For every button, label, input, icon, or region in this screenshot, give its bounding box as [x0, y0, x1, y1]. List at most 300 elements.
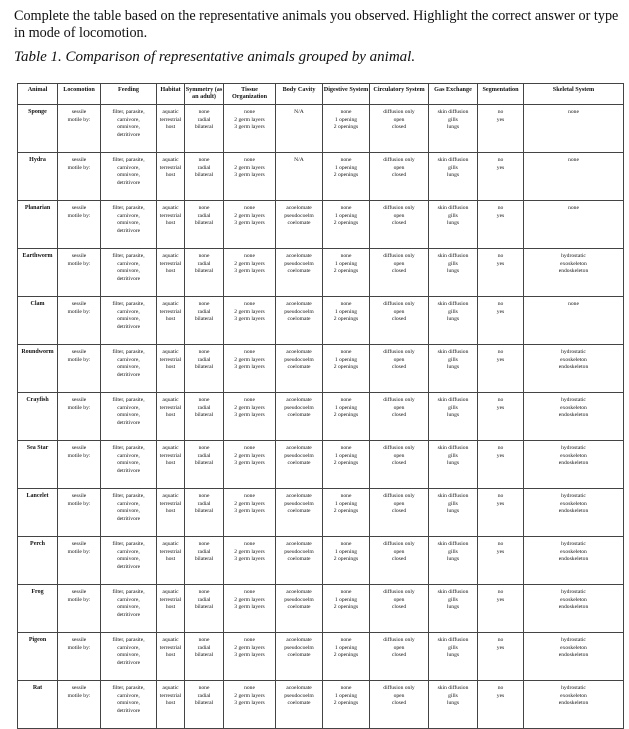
feeding-cell-option[interactable]: detritivore	[116, 611, 141, 618]
gas-exchange-cell-option[interactable]: gills	[448, 452, 458, 459]
circulatory-cell[interactable]	[370, 105, 429, 153]
circulatory-cell-option[interactable]: closed	[391, 556, 407, 563]
symmetry-cell[interactable]	[185, 489, 224, 537]
tissue-cell-option[interactable]: 3 germ layers	[234, 700, 265, 707]
gas-exchange-cell-option[interactable]: lungs	[446, 316, 460, 323]
tissue-cell-option[interactable]: 2 germ layers	[234, 500, 265, 507]
body-cavity-cell-option[interactable]: acoelomate	[286, 349, 312, 355]
skeletal-cell[interactable]	[524, 441, 624, 489]
digestive-cell-option[interactable]: 1 opening	[334, 260, 358, 267]
skeletal-cell-option[interactable]: hydrostatic	[561, 685, 586, 691]
digestive-cell-option[interactable]: 2 openings	[333, 172, 359, 179]
tissue-cell-option[interactable]: none	[244, 493, 255, 499]
gas-exchange-cell[interactable]	[429, 249, 478, 297]
feeding-cell-option[interactable]: filter, parasite,	[112, 397, 145, 403]
digestive-cell[interactable]	[323, 345, 370, 393]
symmetry-cell-option[interactable]: none	[198, 349, 210, 355]
locomotion-cell-option[interactable]: sessile	[71, 493, 87, 499]
locomotion-cell[interactable]	[58, 153, 101, 201]
symmetry-cell-option[interactable]: none	[198, 685, 210, 691]
skeletal-cell-option[interactable]: exoskeleton	[560, 356, 587, 363]
feeding-cell-option[interactable]: omnivore,	[117, 220, 140, 227]
symmetry-cell-option[interactable]: bilateral	[194, 556, 214, 563]
feeding-cell-option[interactable]: carnivore,	[117, 596, 140, 603]
gas-exchange-cell-option[interactable]: lungs	[446, 460, 460, 467]
habitat-cell-option[interactable]: terrestrial	[159, 452, 182, 459]
habitat-cell[interactable]	[157, 201, 185, 249]
body-cavity-cell-option[interactable]: coelomate	[287, 556, 311, 563]
tissue-cell-option[interactable]: 3 germ layers	[234, 124, 265, 131]
circulatory-cell-option[interactable]: diffusion only	[383, 349, 415, 355]
locomotion-cell-option[interactable]: sessile	[71, 349, 87, 355]
feeding-cell-option[interactable]: detritivore	[116, 515, 141, 522]
tissue-cell-option[interactable]: 3 germ layers	[234, 508, 265, 515]
digestive-cell[interactable]	[323, 153, 370, 201]
gas-exchange-cell-option[interactable]: gills	[448, 644, 458, 651]
gas-exchange-cell-option[interactable]: skin diffusion	[437, 349, 469, 355]
habitat-cell-option[interactable]: host	[165, 604, 176, 611]
gas-exchange-cell-option[interactable]: gills	[448, 308, 458, 315]
feeding-cell-option[interactable]: omnivore,	[117, 364, 140, 371]
skeletal-cell-option[interactable]: hydrostatic	[561, 349, 586, 355]
body-cavity-cell-option[interactable]: acoelomate	[286, 397, 312, 403]
feeding-cell-option[interactable]: filter, parasite,	[112, 445, 145, 451]
circulatory-cell-option[interactable]: closed	[391, 508, 407, 515]
habitat-cell-option[interactable]: aquatic	[162, 349, 179, 355]
tissue-cell-option[interactable]: 2 germ layers	[234, 548, 265, 555]
digestive-cell-option[interactable]: 1 opening	[334, 596, 358, 603]
segmentation-cell[interactable]	[478, 153, 524, 201]
circulatory-cell[interactable]	[370, 633, 429, 681]
skeletal-cell-option[interactable]: exoskeleton	[560, 500, 587, 507]
skeletal-cell-option[interactable]: exoskeleton	[560, 404, 587, 411]
segmentation-cell-option[interactable]: no	[497, 253, 504, 259]
feeding-cell-option[interactable]: detritivore	[116, 179, 141, 186]
habitat-cell-option[interactable]: host	[165, 268, 176, 275]
habitat-cell[interactable]	[157, 585, 185, 633]
feeding-cell[interactable]	[101, 441, 157, 489]
tissue-cell-option[interactable]: none	[244, 109, 255, 115]
circulatory-cell-option[interactable]: closed	[391, 268, 407, 275]
digestive-cell-option[interactable]: none	[340, 349, 352, 355]
symmetry-cell-option[interactable]: radial	[197, 500, 211, 507]
tissue-cell-option[interactable]: 2 germ layers	[234, 260, 265, 267]
feeding-cell-option[interactable]: detritivore	[116, 323, 141, 330]
habitat-cell-option[interactable]: aquatic	[162, 397, 179, 403]
body-cavity-cell-option[interactable]: acoelomate	[286, 637, 312, 643]
feeding-cell-option[interactable]: omnivore,	[117, 460, 140, 467]
tissue-cell-option[interactable]: 2 germ layers	[234, 452, 265, 459]
digestive-cell-option[interactable]: 2 openings	[333, 460, 359, 467]
skeletal-cell[interactable]	[524, 537, 624, 585]
locomotion-cell-option[interactable]: motile by:	[67, 212, 91, 219]
circulatory-cell[interactable]	[370, 441, 429, 489]
symmetry-cell-option[interactable]: none	[198, 637, 210, 643]
feeding-cell[interactable]	[101, 393, 157, 441]
symmetry-cell-option[interactable]: radial	[197, 164, 211, 171]
feeding-cell-option[interactable]: filter, parasite,	[112, 205, 145, 211]
feeding-cell-option[interactable]: detritivore	[116, 563, 141, 570]
locomotion-cell[interactable]	[58, 633, 101, 681]
skeletal-cell[interactable]	[524, 489, 624, 537]
locomotion-cell-option[interactable]: motile by:	[67, 308, 91, 315]
body-cavity-cell-option[interactable]: coelomate	[287, 460, 311, 467]
segmentation-cell-option[interactable]: no	[497, 397, 504, 403]
habitat-cell-option[interactable]: host	[165, 124, 176, 131]
gas-exchange-cell-option[interactable]: lungs	[446, 700, 460, 707]
tissue-cell[interactable]	[224, 105, 276, 153]
segmentation-cell[interactable]	[478, 441, 524, 489]
locomotion-cell-option[interactable]: motile by:	[67, 596, 91, 603]
feeding-cell[interactable]	[101, 489, 157, 537]
habitat-cell-option[interactable]: terrestrial	[159, 500, 182, 507]
body-cavity-cell-option[interactable]: acoelomate	[286, 493, 312, 499]
circulatory-cell-option[interactable]: diffusion only	[383, 445, 415, 451]
symmetry-cell-option[interactable]: radial	[197, 644, 211, 651]
habitat-cell-option[interactable]: aquatic	[162, 685, 179, 691]
tissue-cell-option[interactable]: 2 germ layers	[234, 164, 265, 171]
locomotion-cell-option[interactable]: motile by:	[67, 356, 91, 363]
segmentation-cell-option[interactable]: no	[497, 109, 504, 115]
gas-exchange-cell[interactable]	[429, 489, 478, 537]
tissue-cell-option[interactable]: 2 germ layers	[234, 212, 265, 219]
feeding-cell-option[interactable]: omnivore,	[117, 652, 140, 659]
symmetry-cell-option[interactable]: none	[198, 253, 210, 259]
digestive-cell-option[interactable]: 2 openings	[333, 316, 359, 323]
digestive-cell[interactable]	[323, 249, 370, 297]
segmentation-cell[interactable]	[478, 681, 524, 729]
segmentation-cell-option[interactable]: yes	[496, 260, 505, 267]
skeletal-cell-option[interactable]: endoskeleton	[558, 652, 589, 659]
digestive-cell-option[interactable]: 1 opening	[334, 404, 358, 411]
feeding-cell-option[interactable]: carnivore,	[117, 260, 140, 267]
circulatory-cell-option[interactable]: closed	[391, 316, 407, 323]
digestive-cell-option[interactable]: none	[340, 685, 352, 691]
segmentation-cell-option[interactable]: no	[497, 301, 504, 307]
tissue-cell-option[interactable]: 2 germ layers	[234, 308, 265, 315]
feeding-cell-option[interactable]: omnivore,	[117, 556, 140, 563]
habitat-cell[interactable]	[157, 489, 185, 537]
symmetry-cell-option[interactable]: radial	[197, 548, 211, 555]
habitat-cell-option[interactable]: aquatic	[162, 205, 179, 211]
segmentation-cell-option[interactable]: yes	[496, 596, 505, 603]
circulatory-cell[interactable]	[370, 345, 429, 393]
feeding-cell[interactable]	[101, 681, 157, 729]
circulatory-cell-option[interactable]: closed	[391, 220, 407, 227]
feeding-cell[interactable]	[101, 585, 157, 633]
symmetry-cell-option[interactable]: none	[198, 205, 210, 211]
circulatory-cell[interactable]	[370, 489, 429, 537]
circulatory-cell-option[interactable]: open	[393, 692, 405, 699]
tissue-cell-option[interactable]: 2 germ layers	[234, 116, 265, 123]
circulatory-cell-option[interactable]: open	[393, 212, 405, 219]
digestive-cell-option[interactable]: 2 openings	[333, 508, 359, 515]
symmetry-cell[interactable]	[185, 537, 224, 585]
symmetry-cell-option[interactable]: radial	[197, 260, 211, 267]
skeletal-cell[interactable]	[524, 393, 624, 441]
body-cavity-cell-option[interactable]: pseudocoelm	[284, 356, 314, 363]
feeding-cell-option[interactable]: carnivore,	[117, 452, 140, 459]
circulatory-cell-option[interactable]: open	[393, 260, 405, 267]
symmetry-cell[interactable]	[185, 297, 224, 345]
habitat-cell-option[interactable]: host	[165, 316, 176, 323]
symmetry-cell-option[interactable]: radial	[197, 452, 211, 459]
body-cavity-cell-option[interactable]: coelomate	[287, 700, 311, 707]
habitat-cell-option[interactable]: aquatic	[162, 445, 179, 451]
digestive-cell-option[interactable]: 1 opening	[334, 116, 358, 123]
circulatory-cell-option[interactable]: diffusion only	[383, 301, 415, 307]
body-cavity-cell-option[interactable]: acoelomate	[286, 589, 312, 595]
tissue-cell-option[interactable]: none	[244, 157, 255, 163]
skeletal-cell-option[interactable]: hydrostatic	[561, 541, 586, 547]
segmentation-cell[interactable]	[478, 297, 524, 345]
locomotion-cell-option[interactable]: sessile	[71, 685, 87, 691]
circulatory-cell-option[interactable]: open	[393, 596, 405, 603]
circulatory-cell[interactable]	[370, 585, 429, 633]
tissue-cell[interactable]	[224, 345, 276, 393]
feeding-cell-option[interactable]: filter, parasite,	[112, 637, 145, 643]
tissue-cell[interactable]	[224, 537, 276, 585]
habitat-cell-option[interactable]: terrestrial	[159, 164, 182, 171]
feeding-cell[interactable]	[101, 633, 157, 681]
body-cavity-cell[interactable]	[276, 249, 323, 297]
digestive-cell-option[interactable]: 1 opening	[334, 356, 358, 363]
segmentation-cell-option[interactable]: yes	[496, 500, 505, 507]
symmetry-cell-option[interactable]: bilateral	[194, 508, 214, 515]
circulatory-cell[interactable]	[370, 681, 429, 729]
digestive-cell-option[interactable]: none	[340, 589, 352, 595]
habitat-cell[interactable]	[157, 297, 185, 345]
symmetry-cell-option[interactable]: radial	[197, 596, 211, 603]
tissue-cell[interactable]	[224, 201, 276, 249]
feeding-cell-option[interactable]: carnivore,	[117, 644, 140, 651]
locomotion-cell-option[interactable]: sessile	[71, 301, 87, 307]
feeding-cell-option[interactable]: detritivore	[116, 275, 141, 282]
circulatory-cell-option[interactable]: diffusion only	[383, 685, 415, 691]
body-cavity-cell[interactable]	[276, 393, 323, 441]
feeding-cell-option[interactable]: omnivore,	[117, 604, 140, 611]
locomotion-cell-option[interactable]: motile by:	[67, 644, 91, 651]
body-cavity-cell-option[interactable]: coelomate	[287, 268, 311, 275]
habitat-cell-option[interactable]: host	[165, 172, 176, 179]
circulatory-cell-option[interactable]: open	[393, 644, 405, 651]
skeletal-cell-option[interactable]: endoskeleton	[558, 460, 589, 467]
gas-exchange-cell[interactable]	[429, 201, 478, 249]
habitat-cell-option[interactable]: host	[165, 652, 176, 659]
gas-exchange-cell-option[interactable]: gills	[448, 548, 458, 555]
body-cavity-cell[interactable]	[276, 633, 323, 681]
circulatory-cell[interactable]	[370, 297, 429, 345]
digestive-cell-option[interactable]: 1 opening	[334, 212, 358, 219]
habitat-cell-option[interactable]: host	[165, 220, 176, 227]
tissue-cell-option[interactable]: none	[244, 541, 255, 547]
feeding-cell-option[interactable]: detritivore	[116, 371, 141, 378]
gas-exchange-cell-option[interactable]: lungs	[446, 172, 460, 179]
locomotion-cell-option[interactable]: sessile	[71, 589, 87, 595]
locomotion-cell-option[interactable]: motile by:	[67, 404, 91, 411]
symmetry-cell[interactable]	[185, 585, 224, 633]
segmentation-cell-option[interactable]: no	[497, 589, 504, 595]
tissue-cell-option[interactable]: 3 germ layers	[234, 220, 265, 227]
symmetry-cell-option[interactable]: none	[198, 445, 210, 451]
segmentation-cell-option[interactable]: no	[497, 685, 504, 691]
gas-exchange-cell-option[interactable]: skin diffusion	[437, 685, 469, 691]
circulatory-cell-option[interactable]: closed	[391, 412, 407, 419]
locomotion-cell[interactable]	[58, 681, 101, 729]
circulatory-cell-option[interactable]: diffusion only	[383, 589, 415, 595]
tissue-cell[interactable]	[224, 585, 276, 633]
habitat-cell-option[interactable]: terrestrial	[159, 116, 182, 123]
segmentation-cell-option[interactable]: no	[497, 493, 504, 499]
symmetry-cell[interactable]	[185, 393, 224, 441]
segmentation-cell-option[interactable]: yes	[496, 548, 505, 555]
locomotion-cell-option[interactable]: sessile	[71, 205, 87, 211]
tissue-cell-option[interactable]: 3 germ layers	[234, 652, 265, 659]
skeletal-cell[interactable]	[524, 633, 624, 681]
digestive-cell-option[interactable]: none	[340, 109, 352, 115]
habitat-cell-option[interactable]: aquatic	[162, 493, 179, 499]
segmentation-cell-option[interactable]: no	[497, 157, 504, 163]
habitat-cell-option[interactable]: aquatic	[162, 109, 179, 115]
circulatory-cell-option[interactable]: open	[393, 116, 405, 123]
tissue-cell-option[interactable]: 3 germ layers	[234, 172, 265, 179]
gas-exchange-cell-option[interactable]: skin diffusion	[437, 493, 469, 499]
tissue-cell-option[interactable]: none	[244, 349, 255, 355]
segmentation-cell-option[interactable]: yes	[496, 116, 505, 123]
locomotion-cell[interactable]	[58, 249, 101, 297]
feeding-cell-option[interactable]: carnivore,	[117, 692, 140, 699]
body-cavity-cell-option[interactable]: acoelomate	[286, 205, 312, 211]
symmetry-cell-option[interactable]: none	[198, 589, 210, 595]
digestive-cell-option[interactable]: none	[340, 301, 352, 307]
gas-exchange-cell-option[interactable]: skin diffusion	[437, 397, 469, 403]
habitat-cell-option[interactable]: aquatic	[162, 637, 179, 643]
skeletal-cell-option[interactable]: hydrostatic	[561, 445, 586, 451]
gas-exchange-cell-option[interactable]: lungs	[446, 652, 460, 659]
habitat-cell-option[interactable]: terrestrial	[159, 404, 182, 411]
skeletal-cell-option[interactable]: endoskeleton	[558, 364, 589, 371]
locomotion-cell-option[interactable]: motile by:	[67, 116, 91, 123]
locomotion-cell-option[interactable]: motile by:	[67, 164, 91, 171]
digestive-cell[interactable]	[323, 201, 370, 249]
feeding-cell-option[interactable]: detritivore	[116, 467, 141, 474]
feeding-cell-option[interactable]: omnivore,	[117, 700, 140, 707]
habitat-cell-option[interactable]: host	[165, 556, 176, 563]
skeletal-cell[interactable]	[524, 345, 624, 393]
body-cavity-cell[interactable]	[276, 297, 323, 345]
habitat-cell-option[interactable]: terrestrial	[159, 692, 182, 699]
tissue-cell-option[interactable]: none	[244, 445, 255, 451]
circulatory-cell-option[interactable]: open	[393, 308, 405, 315]
locomotion-cell-option[interactable]: sessile	[71, 397, 87, 403]
segmentation-cell[interactable]	[478, 393, 524, 441]
tissue-cell-option[interactable]: 3 germ layers	[234, 556, 265, 563]
body-cavity-cell-option[interactable]: coelomate	[287, 364, 311, 371]
body-cavity-cell-option[interactable]: coelomate	[287, 220, 311, 227]
digestive-cell-option[interactable]: 2 openings	[333, 700, 359, 707]
skeletal-cell-option[interactable]: hydrostatic	[561, 637, 586, 643]
circulatory-cell-option[interactable]: open	[393, 500, 405, 507]
segmentation-cell[interactable]	[478, 489, 524, 537]
feeding-cell-option[interactable]: filter, parasite,	[112, 541, 145, 547]
digestive-cell-option[interactable]: none	[340, 541, 352, 547]
feeding-cell[interactable]	[101, 201, 157, 249]
locomotion-cell-option[interactable]: sessile	[71, 157, 87, 163]
gas-exchange-cell-option[interactable]: lungs	[446, 412, 460, 419]
digestive-cell[interactable]	[323, 681, 370, 729]
symmetry-cell-option[interactable]: bilateral	[194, 700, 214, 707]
circulatory-cell[interactable]	[370, 537, 429, 585]
symmetry-cell[interactable]	[185, 201, 224, 249]
feeding-cell-option[interactable]: filter, parasite,	[112, 301, 145, 307]
digestive-cell[interactable]	[323, 105, 370, 153]
locomotion-cell[interactable]	[58, 393, 101, 441]
circulatory-cell-option[interactable]: diffusion only	[383, 109, 415, 115]
body-cavity-cell[interactable]	[276, 489, 323, 537]
habitat-cell[interactable]	[157, 393, 185, 441]
circulatory-cell-option[interactable]: closed	[391, 364, 407, 371]
symmetry-cell[interactable]	[185, 105, 224, 153]
circulatory-cell-option[interactable]: diffusion only	[383, 157, 415, 163]
gas-exchange-cell[interactable]	[429, 393, 478, 441]
tissue-cell-option[interactable]: 2 germ layers	[234, 596, 265, 603]
tissue-cell-option[interactable]: none	[244, 205, 255, 211]
tissue-cell-option[interactable]: 2 germ layers	[234, 644, 265, 651]
locomotion-cell-option[interactable]: motile by:	[67, 692, 91, 699]
segmentation-cell-option[interactable]: yes	[496, 164, 505, 171]
gas-exchange-cell[interactable]	[429, 633, 478, 681]
gas-exchange-cell-option[interactable]: skin diffusion	[437, 541, 469, 547]
body-cavity-cell-option[interactable]: acoelomate	[286, 541, 312, 547]
locomotion-cell[interactable]	[58, 441, 101, 489]
digestive-cell[interactable]	[323, 537, 370, 585]
tissue-cell[interactable]	[224, 441, 276, 489]
symmetry-cell[interactable]	[185, 153, 224, 201]
digestive-cell-option[interactable]: none	[340, 445, 352, 451]
locomotion-cell[interactable]	[58, 297, 101, 345]
symmetry-cell[interactable]	[185, 681, 224, 729]
habitat-cell[interactable]	[157, 441, 185, 489]
habitat-cell[interactable]	[157, 537, 185, 585]
locomotion-cell-option[interactable]: sessile	[71, 541, 87, 547]
feeding-cell-option[interactable]: filter, parasite,	[112, 253, 145, 259]
tissue-cell[interactable]	[224, 393, 276, 441]
feeding-cell-option[interactable]: omnivore,	[117, 508, 140, 515]
gas-exchange-cell-option[interactable]: lungs	[446, 508, 460, 515]
body-cavity-cell-option[interactable]: pseudocoelm	[284, 644, 314, 651]
gas-exchange-cell-option[interactable]: gills	[448, 404, 458, 411]
body-cavity-cell-option[interactable]: pseudocoelm	[284, 596, 314, 603]
habitat-cell-option[interactable]: host	[165, 508, 176, 515]
tissue-cell-option[interactable]: 3 germ layers	[234, 460, 265, 467]
locomotion-cell-option[interactable]: sessile	[71, 445, 87, 451]
locomotion-cell[interactable]	[58, 201, 101, 249]
circulatory-cell-option[interactable]: closed	[391, 652, 407, 659]
circulatory-cell-option[interactable]: open	[393, 548, 405, 555]
feeding-cell-option[interactable]: detritivore	[116, 659, 141, 666]
segmentation-cell[interactable]	[478, 249, 524, 297]
body-cavity-cell-option[interactable]: pseudocoelm	[284, 212, 314, 219]
feeding-cell[interactable]	[101, 105, 157, 153]
tissue-cell-option[interactable]: 3 germ layers	[234, 412, 265, 419]
digestive-cell-option[interactable]: 1 opening	[334, 308, 358, 315]
circulatory-cell-option[interactable]: open	[393, 164, 405, 171]
habitat-cell-option[interactable]: terrestrial	[159, 596, 182, 603]
gas-exchange-cell-option[interactable]: gills	[448, 356, 458, 363]
digestive-cell-option[interactable]: none	[340, 157, 352, 163]
circulatory-cell[interactable]	[370, 249, 429, 297]
tissue-cell[interactable]	[224, 297, 276, 345]
